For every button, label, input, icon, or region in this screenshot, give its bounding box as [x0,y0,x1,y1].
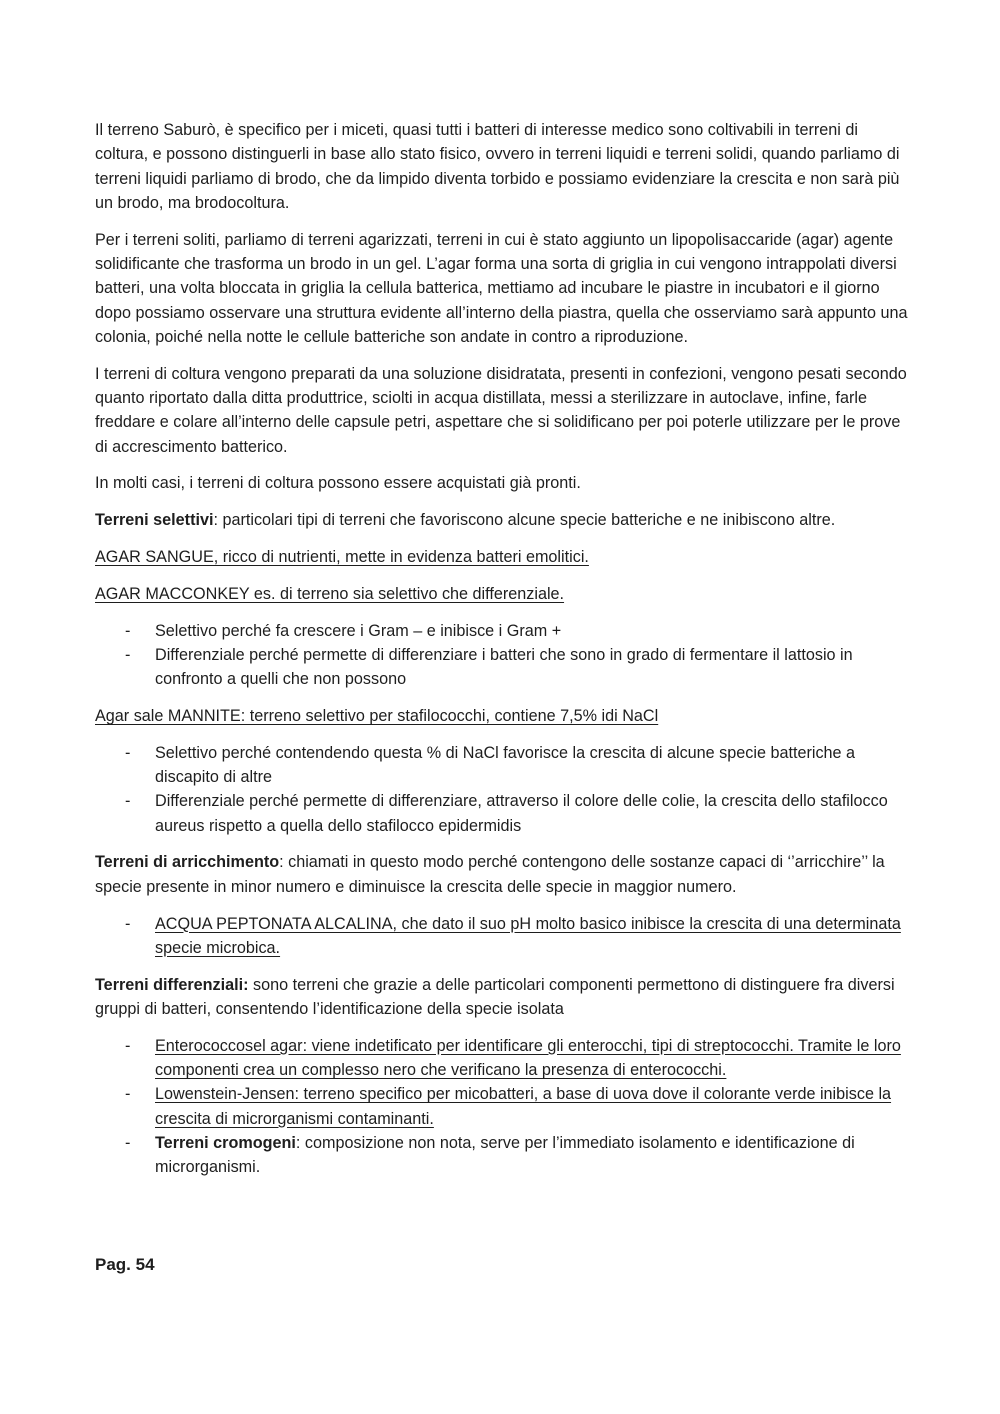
list-item [95,1034,915,1083]
term-selettivi: Terreni selettivi [95,511,214,530]
list-item-text: Selettivo perché contendendo questa % di NaCl favorisce la crescita di alcune specie batteriche a discapito di altre [155,743,856,787]
list-item [95,1131,915,1180]
list-item [95,643,915,692]
list-item-text: Differenziale perché permette di differenziare i batteri che sono in grado di fermentare il lattosio in confronto a quelli che non possono [155,645,853,689]
list-item [95,912,915,961]
dash-bullet: - [125,1085,131,1104]
paragraph-pronti: In molti casi, i terreni di coltura possono essere acquistati già pronti. [95,474,581,493]
heading-agar-sangue: AGAR SANGUE, ricco di nutrienti, mette in evidenza batteri emolitici. [95,547,589,566]
list-differenziali [95,1034,915,1180]
term-arricchimento: Terreni di arricchimento [95,853,280,872]
dash-bullet: - [125,1133,131,1152]
heading-agar-mannite: Agar sale MANNITE: terreno selettivo per stafilococchi, contiene 7,5% idi NaCl [95,706,659,725]
list-item [95,789,915,838]
text-differenziali: sono terreni che grazie a delle particolari componenti permettono di distinguere fra diversi gruppi di batteri, consentendo l’identificazione della specie isolata [95,975,895,1018]
dash-bullet: - [125,621,131,640]
list-item [95,741,915,790]
paragraph-terreni-selettivi [95,508,915,532]
text-selettivi: : particolari tipi di terreni che favoriscono alcune specie batteriche e ne inibiscono altre. [213,511,836,530]
paragraph-preparazione: I terreni di coltura vengono preparati da una soluzione disidratata, presenti in confezioni, vengono pesati secondo quanto riportato dalla ditta produttrice, sciolti in acqua distillata, messi a sterilizzare in autoclave, infine, farle freddare e colare all’interno delle capsule petri, aspettare che si solidificano per poi poterle utilizzare per le prove di accrescimento batterico. [95,364,907,456]
list-item-text: Differenziale perché permette di differenziare, attraverso il colore delle colie, la crescita dello stafilocco aureus rispetto a quella dello stafilocco epidermidis [155,792,888,835]
term-cromogeni: Terreni cromogeni [155,1133,296,1152]
text-cromogeni: : composizione non nota, serve per l’immediato isolamento e identificazione di microrganismi. [155,1133,855,1177]
paragraph-terreni-arricchimento [95,850,915,899]
list-item [95,619,915,643]
list-macconkey [95,619,915,692]
dash-bullet: - [125,914,131,933]
list-item-text: Selettivo perché fa crescere i Gram – e inibisce i Gram + [155,621,562,640]
list-item-text: Lowenstein-Jensen: terreno specifico per micobatteri, a base di uova dove il colorante verde inibisce la crescita di microrganismi contaminanti. [155,1085,892,1128]
list-item-text: ACQUA PEPTONATA ALCALINA, che dato il suo pH molto basico inibisce la crescita di una determinata specie microbica. [155,914,901,957]
page-number: Pag. 54 [95,1255,155,1274]
term-differenziali: Terreni differenziali: [95,975,249,994]
list-arricchimento [95,912,915,961]
dash-bullet: - [125,743,131,762]
paragraph-terreni-solidi: Per i terreni soliti, parliamo di terreni agarizzati, terreni in cui è stato aggiunto un lipopolisaccaride (agar) agente solidificante che trasforma un brodo in un gel. L’agar forma una sorta di griglia in cui vengono intrappolati diversi batteri, una volta bloccata in griglia la cellula batterica, mettiamo ad incubare le piastre in incubatori e il giorno dopo possiamo osservare una struttura evidente all’interno della piastra, quella che osserviamo sarà appunto una colonia, poiché nella notte le cellule batteriche son andate in contro a riproduzione. [95,230,908,346]
text-arricchimento: : chiamati in questo modo perché contengono delle sostanze capaci di ‘’arricchire’’ la specie presente in minor numero e diminuisce la crescita delle specie in maggior numero. [95,853,885,896]
list-item-text: Enterococcosel agar: viene indetificato per identificare gli enterocchi, tipi di streptococchi. Tramite le loro componenti crea un complesso nero che verificano la presenza di enterococchi. [155,1036,901,1079]
paragraph-saburo: Il terreno Saburò, è specifico per i miceti, quasi tutti i batteri di interesse medico sono coltivabili in terreni di coltura, e possono distinguerli in base allo stato fisico, ovvero in terreni liquidi e terreni solidi, quando parliamo di terreni liquidi parliamo di brodo, che da limpido diventa torbido e possiamo evidenziare la crescita e non sarà più un brodo, ma brodocoltura. [95,121,900,212]
dash-bullet: - [125,1036,131,1055]
dash-bullet: - [125,792,131,811]
heading-agar-macconkey: AGAR MACCONKEY es. di terreno sia selettivo che differenziale. [95,584,565,603]
document-body [95,118,915,1192]
list-item [95,1082,915,1131]
list-mannite [95,741,915,838]
dash-bullet: - [125,645,131,664]
paragraph-terreni-differenziali [95,973,915,1022]
